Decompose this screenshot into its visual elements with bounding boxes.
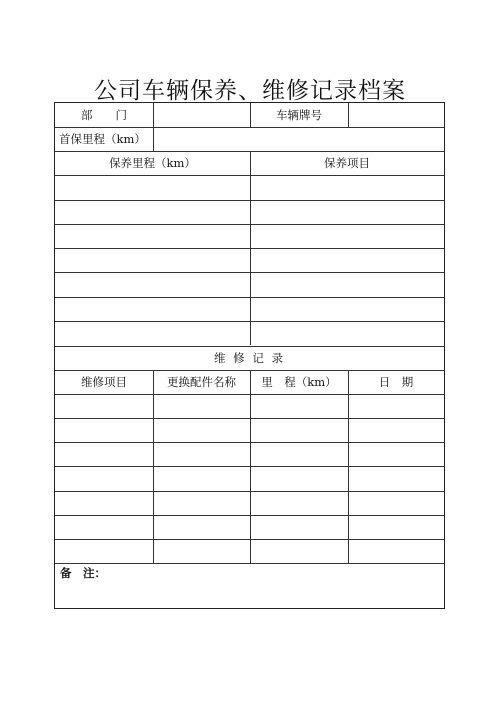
remark-label: 备 注： [60, 566, 106, 580]
department-field[interactable] [153, 103, 250, 127]
maintenance-item-cells[interactable] [250, 175, 444, 345]
replaced-parts-header: 更换配件名称 [167, 375, 236, 389]
plate-field[interactable] [348, 103, 444, 127]
plate-label: 车辆牌号 [276, 108, 322, 122]
repair-record-cells[interactable] [55, 394, 444, 563]
repair-item-header: 维修项目 [81, 375, 127, 389]
maintenance-mileage-header: 保养里程（km） [109, 156, 196, 170]
repair-date-header: 日 期 [378, 375, 414, 389]
department-label: 部 门 [81, 108, 127, 122]
repair-mileage-header: 里 程（km） [261, 375, 337, 389]
first-mileage-label: 首保里程（km） [59, 132, 146, 146]
remark-field[interactable] [55, 563, 444, 608]
page-title: 公司车辆保养、维修记录档案 [94, 78, 406, 104]
first-mileage-field[interactable] [153, 127, 444, 151]
repair-section-title: 维 修 记 录 [214, 351, 285, 365]
maintenance-item-header: 保养项目 [324, 156, 370, 170]
maintenance-mileage-cells[interactable] [55, 175, 250, 345]
record-form [54, 102, 445, 609]
